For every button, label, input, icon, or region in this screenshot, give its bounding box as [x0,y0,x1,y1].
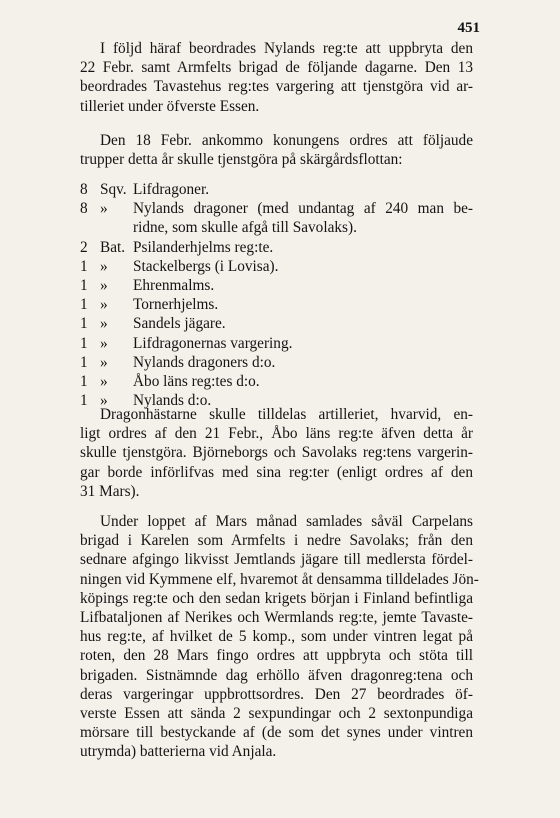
list-item [80,199,473,218]
troop-unit: » [100,353,108,371]
paragraph-1 [80,39,473,116]
troop-desc: Lifdragoner. [133,181,210,198]
text-line: tilleriet under öfverste Essen. [80,97,260,115]
text-line: Den 18 Febr. ankommo konungens ordres att följaude [100,132,473,149]
troop-desc: Ehrenmalms. [133,277,215,295]
list-item [80,180,473,199]
troop-desc: Stackelbergs (i Lovisa). [133,257,279,275]
troop-unit: » [100,257,108,275]
list-item [80,314,473,333]
list-item [80,372,473,391]
troop-desc: Sandels jägare. [133,315,226,333]
list-item [80,276,473,295]
text-line: sednare afgingo likvisst Jemtlands jägare till medlersta fördel- [80,551,473,569]
troop-unit: Sqv. [100,181,127,198]
paragraph-4 [80,512,479,762]
text-line: trupper detta år skulle tjenstgöra på skärgårdsflottan: [80,151,403,169]
troop-desc: Åbo läns reg:tes d:o. [133,373,260,391]
list-item [80,334,473,353]
troop-count: 1 [80,315,88,333]
troop-desc: Psilanderhjelms reg:te. [133,238,274,256]
text-line: utrymda) batterierna vid Anjala. [80,743,277,761]
troop-list [80,180,473,410]
troop-count: 1 [80,277,88,295]
troop-count: 1 [80,296,88,314]
troop-desc: Lifdragonernas vargering. [133,334,293,352]
text-line: köpings reg:te och den sedan krigets början i Finland befintliga [80,589,473,607]
troop-unit: » [100,315,108,333]
troop-count: 1 [80,257,88,275]
page-number: 451 [457,20,480,36]
troop-desc: Nylands dragoners d:o. [133,353,276,371]
text-line: roten, den 28 Mars fingo ordres att uppbryta och stöta till [80,647,473,665]
troop-unit: » [100,334,108,352]
troop-count: 8 [80,181,88,198]
text-line: beordrades Tavastehus reg:tes vargering att tjenstgöra vid ar- [80,78,473,96]
troop-unit: » [100,373,108,391]
text-line: skulle tjenstgöra. Björneborgs och Savolaks reg:tens vargerin- [80,444,473,462]
text-line: 31 Mars). [80,482,140,500]
text-line: ligt ordres af den 21 Febr., Åbo läns reg:te äfven detta år [80,425,473,443]
paragraph-2 [80,131,473,169]
text-line: 22 Febr. samt Armfelts brigad de följande dagarne. Den 13 [80,59,473,77]
troop-unit: » [100,277,108,295]
troop-count: 8 [80,200,88,218]
troop-count: 1 [80,373,88,391]
troop-desc: ridne, som skulle afgå till Savolaks). [133,219,357,237]
troop-unit: Bat. [100,238,126,256]
text-line: Lifbataljonen af Nerikes och Wermlands reg:te, jemte Tavaste- [80,609,473,627]
text-line: brigaden. Sistnämnde dag erhöllo äfven dragonreg:tena och [80,666,473,684]
text-line: gar borde införlifvas med sina reg:ter (enligt ordres af den [80,463,473,481]
list-item [80,295,473,314]
text-line: verste Essen att sända 2 sexpundingar och 2 sextonpundiga [80,705,473,723]
troop-desc: Nylands d:o. [133,392,212,410]
troop-count: 1 [80,353,88,371]
list-item [80,353,473,372]
text-line: I följd häraf beordrades Nylands reg:te att uppbryta den [100,40,473,57]
text-line: mörsare till bestyckande af (de som det synes under vintren [80,724,473,742]
troop-count: 1 [80,392,88,410]
text-line: brigad i Karelen som Armfelts i nedre Savolaks; från den [80,532,473,550]
troop-unit: » [100,392,108,410]
list-item [80,238,473,257]
text-line: Dragonhästarne skulle tilldelas artilleriet, hvarvid, en- [100,406,473,423]
troop-desc: Tornerhjelms. [133,296,219,314]
text-line: Under loppet af Mars månad samlades såväl Carpelans [100,513,473,530]
list-item [80,218,473,237]
troop-unit: » [100,296,108,314]
text-line: hus reg:te, af hvilket de 5 komp., som under vintren legat på [80,628,473,646]
paragraph-3 [80,405,473,501]
text-line: ningen vid Kymmene elf, hvaremot åt densamma tilldelades Jön- [80,570,479,588]
text-line: deras vargeringar uppbrottsordres. Den 27 beordrades öf- [80,685,473,703]
troop-unit: » [100,200,108,218]
list-item [80,257,473,276]
troop-desc: Nylands dragoner (med undantag af 240 man be- [133,200,473,218]
troop-count: 2 [80,238,88,256]
troop-count: 1 [80,334,88,352]
